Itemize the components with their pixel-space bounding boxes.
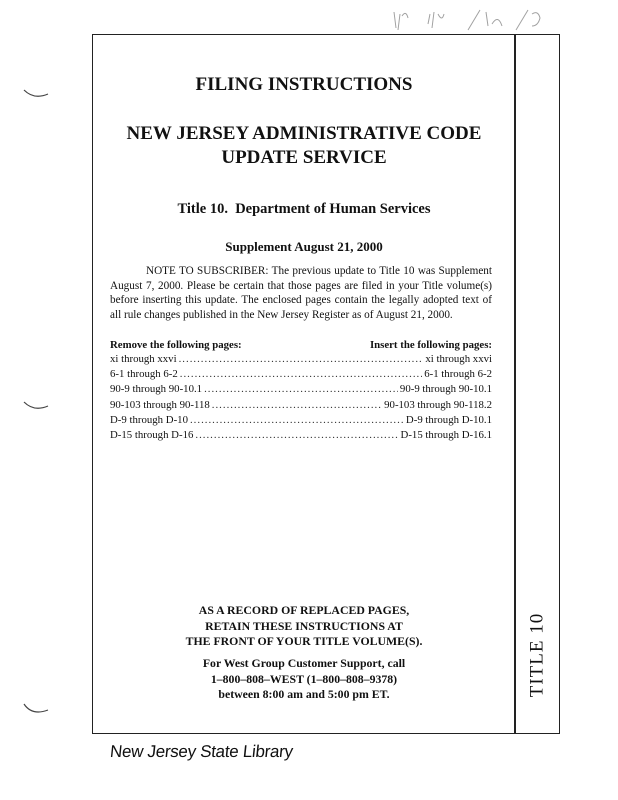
record-notice-line: THE FRONT OF YOUR TITLE VOLUME(S).: [185, 634, 423, 648]
remove-pages-header: Remove the following pages:: [110, 339, 242, 351]
binder-hole-mark: [22, 702, 50, 716]
record-notice: [94, 603, 514, 650]
dot-leader: [204, 383, 398, 395]
library-stamp: New Jersey State Library: [109, 742, 294, 761]
tab-divider: [514, 34, 516, 734]
pages-table-header: [110, 339, 492, 351]
insert-pages-cell: D-9 through D-10.1: [405, 413, 492, 426]
insert-pages-cell: D-15 through D-16.1: [400, 428, 492, 441]
remove-pages-cell: D-9 through D-10: [110, 413, 188, 426]
remove-pages-cell: 6-1 through 6-2: [110, 368, 178, 381]
pages-table: [110, 353, 492, 444]
remove-pages-cell: 90-9 through 90-10.1: [110, 383, 203, 396]
table-row: [110, 383, 492, 398]
support-hours: between 8:00 am and 5:00 pm ET.: [218, 687, 390, 701]
remove-pages-cell: 90-103 through 90-118: [110, 398, 210, 411]
record-notice-line: AS A RECORD OF REPLACED PAGES,: [198, 603, 410, 617]
dot-leader: [195, 429, 398, 441]
table-row: [110, 429, 492, 444]
table-row: [110, 368, 492, 383]
supplement-date: Supplement August 21, 2000: [225, 239, 383, 254]
binder-hole-mark: [22, 86, 50, 100]
insert-pages-cell: xi through xxvi: [425, 353, 492, 365]
dot-leader: [212, 399, 382, 411]
subscriber-note: NOTE TO SUBSCRIBER: The previous update to Title 10 was Supplement August 7, 2000. Please be certain that those pages are filed in your Title volume(s) before inserting this update. The enclosed pages contain the legally adopted text of all rule changes published in the New Jersey Register as of August 21, 2000.: [110, 265, 492, 321]
filing-instructions-heading: FILING INSTRUCTIONS: [195, 74, 413, 95]
insert-pages-cell: 90-9 through 90-10.1: [399, 383, 492, 396]
support-phone: 1–800–808–WEST (1–800–808–9378): [210, 671, 398, 686]
insert-pages-header: Insert the following pages:: [369, 339, 492, 351]
customer-support-info: [94, 656, 514, 703]
code-title: [94, 122, 514, 170]
remove-pages-cell: xi through xxvi: [110, 353, 177, 365]
record-notice-line: RETAIN THESE INSTRUCTIONS AT: [205, 618, 403, 633]
remove-pages-cell: D-15 through D-16: [110, 428, 194, 441]
handwritten-annotation: [388, 4, 558, 38]
insert-pages-cell: 6-1 through 6-2: [424, 368, 492, 381]
dot-leader: [180, 368, 422, 380]
code-title-line-2: UPDATE SERVICE: [221, 147, 387, 168]
title-tab: [517, 600, 557, 710]
code-title-line-1: NEW JERSEY ADMINISTRATIVE CODE: [126, 123, 482, 144]
title-tab-label: TITLE 10: [526, 612, 548, 698]
table-row: [110, 414, 492, 429]
binder-hole-mark: [22, 398, 50, 412]
table-row: [110, 399, 492, 414]
insert-pages-cell: 90-103 through 90-118.2: [384, 398, 492, 411]
dot-leader: [190, 414, 404, 426]
dot-leader: [179, 353, 424, 365]
department-title: Title 10. Department of Human Services: [177, 201, 431, 217]
table-row: [110, 353, 492, 368]
support-line: For West Group Customer Support, call: [202, 656, 406, 670]
